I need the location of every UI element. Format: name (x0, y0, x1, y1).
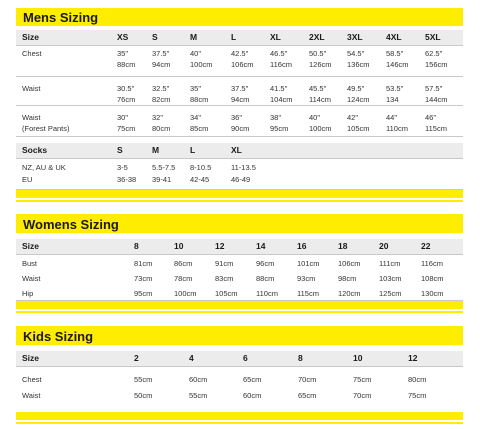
table-cell: 103cm (379, 274, 402, 283)
table-cell-cm: 106cm (231, 60, 254, 69)
table-cell: 70cm (353, 391, 372, 400)
table-cell-cm: 90cm (231, 124, 250, 133)
table-cell-inches: 46.5" (270, 49, 288, 58)
table-cell-cm: 94cm (231, 95, 250, 104)
divider (16, 366, 463, 367)
womens-header-row (16, 239, 463, 254)
table-cell: 91cm (215, 259, 234, 268)
kids-header-row (16, 351, 463, 366)
size-header-cell: 20 (379, 241, 389, 251)
table-cell-cm: 100cm (309, 124, 332, 133)
table-cell-inches: 42.5" (231, 49, 249, 58)
table-cell-inches: 41.5" (270, 84, 288, 93)
table-cell: 115cm (297, 289, 319, 298)
table-cell-inches: 45.5" (309, 84, 327, 93)
table-cell: 130cm (421, 289, 444, 298)
table-cell-inches: 62.5" (425, 49, 443, 58)
gap-stripe (16, 420, 463, 422)
socks-header-cell: XL (231, 145, 242, 155)
size-header-cell: 2 (134, 353, 139, 363)
size-header-cell: 12 (215, 241, 225, 251)
table-cell: 98cm (338, 274, 357, 283)
mens-header-label: Size (22, 32, 40, 42)
table-cell: 55cm (134, 375, 153, 384)
table-cell: 39-41 (152, 175, 172, 184)
size-header-cell: L (231, 32, 237, 42)
table-cell: 80cm (408, 375, 427, 384)
table-cell-inches: 35" (190, 84, 202, 93)
row-label: Waist (22, 84, 41, 93)
table-cell-cm: 75cm (117, 124, 136, 133)
table-cell-inches: 42" (347, 113, 359, 122)
table-cell-cm: 100cm (190, 60, 213, 69)
table-cell: 88cm (256, 274, 275, 283)
table-cell: 46-49 (231, 175, 251, 184)
table-cell: 42-45 (190, 175, 210, 184)
table-cell-cm: 94cm (152, 60, 171, 69)
table-cell-inches: 46" (425, 113, 437, 122)
size-header-cell: 14 (256, 241, 266, 251)
divider (16, 76, 463, 77)
table-cell-inches: 30" (117, 113, 129, 122)
table-cell: 106cm (338, 259, 361, 268)
size-header-cell: XL (270, 32, 281, 42)
table-cell: 95cm (134, 289, 153, 298)
table-cell: 93cm (297, 274, 316, 283)
table-cell: 36-38 (117, 175, 137, 184)
divider (16, 158, 463, 159)
table-cell-cm: 95cm (270, 124, 289, 133)
table-cell: 81cm (134, 259, 153, 268)
row-label: Chest (22, 49, 42, 58)
size-header-cell: S (152, 32, 158, 42)
table-cell-cm: 88cm (117, 60, 136, 69)
table-cell: 60cm (189, 375, 208, 384)
table-cell: 8-10.5 (190, 163, 212, 172)
table-cell-inches: 54.5" (347, 49, 365, 58)
table-cell-cm: 85cm (190, 124, 209, 133)
table-cell-cm: 144cm (425, 95, 448, 104)
table-cell: 65cm (243, 375, 262, 384)
size-header-cell: 10 (353, 353, 363, 363)
table-cell-inches: 32.5" (152, 84, 170, 93)
row-label: EU (22, 175, 33, 184)
table-cell: 55cm (189, 391, 208, 400)
row-label: Bust (22, 259, 38, 268)
table-cell-cm: 156cm (425, 60, 448, 69)
table-cell-inches: 36" (231, 113, 243, 122)
row-label: Waist (22, 113, 41, 122)
table-cell-inches: 34" (190, 113, 202, 122)
table-cell-inches: 38" (270, 113, 282, 122)
row-label: Chest (22, 375, 42, 384)
size-header-cell: 2XL (309, 32, 325, 42)
size-header-cell: 4XL (386, 32, 402, 42)
table-cell-cm: 136cm (347, 60, 370, 69)
table-cell: 75cm (353, 375, 372, 384)
size-header-cell: XS (117, 32, 129, 42)
table-cell: 120cm (338, 289, 361, 298)
socks-header-cell: L (190, 145, 196, 155)
size-header-cell: 8 (134, 241, 139, 251)
table-cell-inches: 53.5" (386, 84, 404, 93)
table-cell: 100cm (174, 289, 197, 298)
table-cell: 86cm (174, 259, 193, 268)
table-cell-inches: 35" (117, 49, 129, 58)
socks-header-label: Socks (22, 145, 48, 155)
size-header-cell: 3XL (347, 32, 363, 42)
table-cell: 75cm (408, 391, 427, 400)
table-cell: 50cm (134, 391, 153, 400)
table-cell: 60cm (243, 391, 262, 400)
table-cell: 108cm (421, 274, 444, 283)
divider (16, 136, 463, 137)
kids-sizing-title: Kids Sizing (23, 329, 94, 344)
row-label: Waist (22, 274, 41, 283)
table-cell: 5.5-7.5 (152, 163, 176, 172)
row-label-sub: (Forest Pants) (22, 124, 70, 133)
womens-header-label: Size (22, 241, 40, 251)
table-cell: 110cm (256, 289, 278, 298)
table-cell-cm: 134 (386, 95, 399, 104)
womens-sizing-title: Womens Sizing (23, 217, 119, 232)
size-header-cell: 12 (408, 353, 418, 363)
socks-header-cell: M (152, 145, 160, 155)
table-cell: 116cm (421, 259, 443, 268)
table-cell: 111cm (379, 259, 401, 268)
womens-footer-band (16, 301, 463, 313)
table-cell-cm: 146cm (386, 60, 409, 69)
table-cell-cm: 104cm (270, 95, 293, 104)
table-cell-inches: 37.5" (152, 49, 170, 58)
size-header-cell: 10 (174, 241, 184, 251)
table-cell-cm: 124cm (347, 95, 370, 104)
table-cell-cm: 114cm (309, 95, 331, 104)
table-cell-inches: 44" (386, 113, 398, 122)
table-cell: 125cm (379, 289, 402, 298)
table-cell: 65cm (298, 391, 317, 400)
gap-stripe (16, 198, 463, 200)
socks-header-cell: S (117, 145, 123, 155)
size-header-cell: 8 (298, 353, 303, 363)
table-cell-inches: 50.5" (309, 49, 327, 58)
divider (16, 45, 463, 46)
size-header-cell: 6 (243, 353, 248, 363)
gap-stripe (16, 309, 463, 311)
table-cell: 78cm (174, 274, 193, 283)
kids-sizing-banner (16, 326, 463, 345)
womens-sizing-banner (16, 214, 463, 233)
mens-sizing-title: Mens Sizing (23, 10, 99, 25)
size-header-cell: 18 (338, 241, 348, 251)
table-cell-cm: 126cm (309, 60, 332, 69)
table-cell: 3-5 (117, 163, 128, 172)
kids-header-label: Size (22, 353, 40, 363)
table-cell-inches: 49.5" (347, 84, 365, 93)
table-cell: 11-13.5 (231, 163, 256, 172)
table-cell: 105cm (215, 289, 238, 298)
mens-footer-band (16, 190, 463, 202)
table-cell-inches: 37.5" (231, 84, 249, 93)
table-cell-cm: 115cm (425, 124, 447, 133)
size-header-cell: 4 (189, 353, 194, 363)
divider (16, 105, 463, 106)
table-cell-cm: 116cm (270, 60, 292, 69)
table-cell-cm: 80cm (152, 124, 171, 133)
size-header-cell: 22 (421, 241, 431, 251)
row-label: NZ, AU & UK (22, 163, 66, 172)
table-cell-cm: 82cm (152, 95, 171, 104)
table-cell: 101cm (297, 259, 320, 268)
mens-sizing-banner (16, 8, 463, 26)
table-cell-inches: 57.5" (425, 84, 443, 93)
table-cell-inches: 58.5" (386, 49, 404, 58)
table-cell: 73cm (134, 274, 153, 283)
size-header-cell: M (190, 32, 198, 42)
row-label: Hip (22, 289, 34, 298)
size-header-cell: 5XL (425, 32, 441, 42)
table-cell-cm: 110cm (386, 124, 408, 133)
table-cell-cm: 105cm (347, 124, 370, 133)
size-header-cell: 16 (297, 241, 307, 251)
table-cell-cm: 76cm (117, 95, 136, 104)
table-cell-cm: 88cm (190, 95, 209, 104)
table-cell-inches: 30.5" (117, 84, 135, 93)
table-cell-inches: 40" (190, 49, 202, 58)
row-label: Waist (22, 391, 41, 400)
table-cell: 96cm (256, 259, 275, 268)
table-cell: 83cm (215, 274, 234, 283)
table-cell-inches: 32" (152, 113, 164, 122)
kids-footer-band (16, 412, 463, 424)
table-cell-inches: 40" (309, 113, 321, 122)
table-cell: 70cm (298, 375, 317, 384)
divider (16, 254, 463, 255)
